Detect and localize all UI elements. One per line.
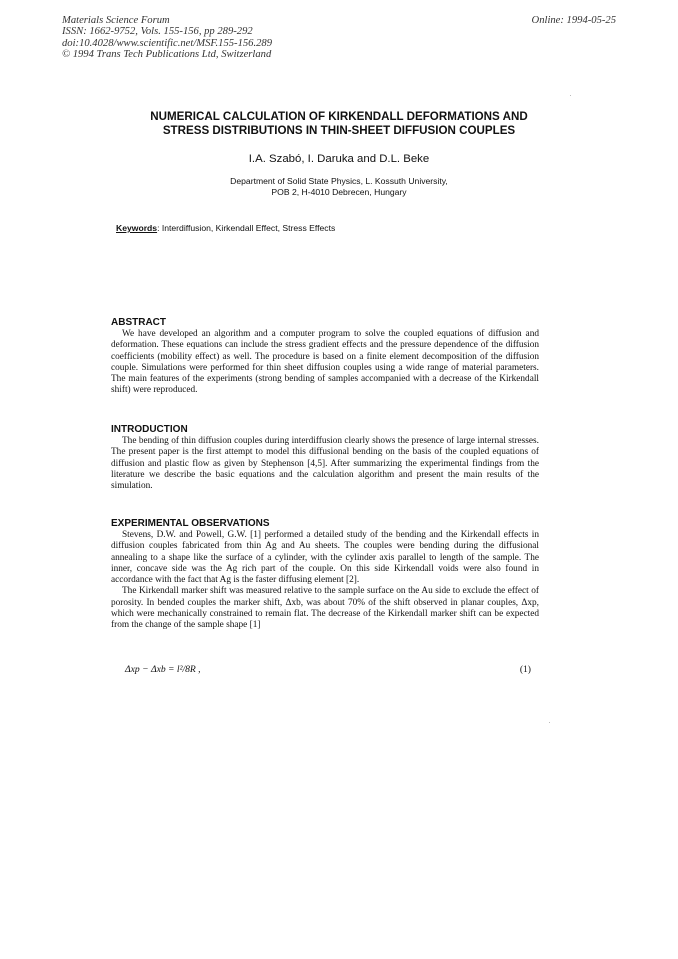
introduction-heading: INTRODUCTION <box>111 424 188 435</box>
authors: I.A. Szabó, I. Daruka and D.L. Beke <box>248 153 430 165</box>
keywords <box>116 223 335 233</box>
keywords-list: : Interdiffusion, Kirkendall Effect, Stress Effects <box>157 223 336 233</box>
paper-title <box>100 110 578 138</box>
abstract-section <box>111 317 539 397</box>
introduction-section <box>111 424 539 492</box>
affiliation-line-2: POB 2, H-4010 Debrecen, Hungary <box>271 187 407 197</box>
equation-1 <box>125 664 531 675</box>
online-date: Online: 1994-05-25 <box>531 15 616 26</box>
journal-name: Materials Science Forum <box>62 15 170 26</box>
scan-speck <box>570 95 571 96</box>
abstract-text: We have developed an algorithm and a computer program to solve the coupled equations of diffusion and deformation. These equations can include the stress gradient effects and the pressure dependence of the diffusion coefficients (mobility effect) as well. The procedure is based on a finite element decomposition of the diffusion couple. Simulations were performed for thin sheet diffusion couples using a wide range of material parameters. The main features of the experiments (strong bending of samples accompanied with a decrease of the Kirkendall shift) were reproduced. <box>111 329 539 396</box>
introduction-text: The bending of thin diffusion couples during interdiffusion clearly shows the presence of large internal stresses. The present paper is the first attempt to model this diffusional bending on the basis of the coupled equations of diffusion and plastic flow as given by Stephenson [4,5]. After summarizing the experimental findings from the literature we describe the basic equations and the calculation algorithm and present the main results of the simulation. <box>111 436 539 492</box>
doi-link[interactable]: doi:10.4028/www.scientific.net/MSF.155-156.289 <box>62 37 272 49</box>
title-line-2: STRESS DISTRIBUTIONS IN THIN-SHEET DIFFUSION COUPLES <box>162 124 516 137</box>
equation-text: Δxp − Δxb = l²/8R , <box>125 664 201 675</box>
affiliation <box>100 176 578 198</box>
citation-header <box>62 15 272 61</box>
abstract-heading: ABSTRACT <box>111 317 166 328</box>
experimental-paragraph-1: Stevens, D.W. and Powell, G.W. [1] performed a detailed study of the bending and the Kirkendall effects in diffusion couples fabricated from thin Ag and Au sheets. The couples were bending during the diffusional annealing to a shape like the surface of a cylinder, with the cylinder axis parallel to length of the sample. The inner, concave side was the Ag rich part of the couple. On this side Kirkendall voids were also found in accordance with the fact that Ag is the faster diffusing element [2]. <box>111 530 539 586</box>
title-line-1: NUMERICAL CALCULATION OF KIRKENDALL DEFORMATIONS AND <box>150 110 528 123</box>
keywords-label: Keywords <box>116 223 158 233</box>
issn-line: ISSN: 1662-9752, Vols. 155-156, pp 289-292 <box>62 26 253 38</box>
equation-number: (1) <box>519 664 531 675</box>
affiliation-line-1: Department of Solid State Physics, L. Kossuth University, <box>230 176 448 186</box>
experimental-heading: EXPERIMENTAL OBSERVATIONS <box>111 518 270 529</box>
scan-speck <box>549 722 550 723</box>
copyright-line: © 1994 Trans Tech Publications Ltd, Switzerland <box>62 49 272 61</box>
experimental-section <box>111 518 539 632</box>
experimental-paragraph-2: The Kirkendall marker shift was measured relative to the sample surface on the Au side to exclude the effect of porosity. In bended couples the marker shift, Δxb, was about 70% of the shift observed in planar couples, Δxp, which were mechanically constrained to remain flat. The decrease of the Kirkendall marker shift can be expected from the change of the sample shape [1] <box>111 586 539 631</box>
